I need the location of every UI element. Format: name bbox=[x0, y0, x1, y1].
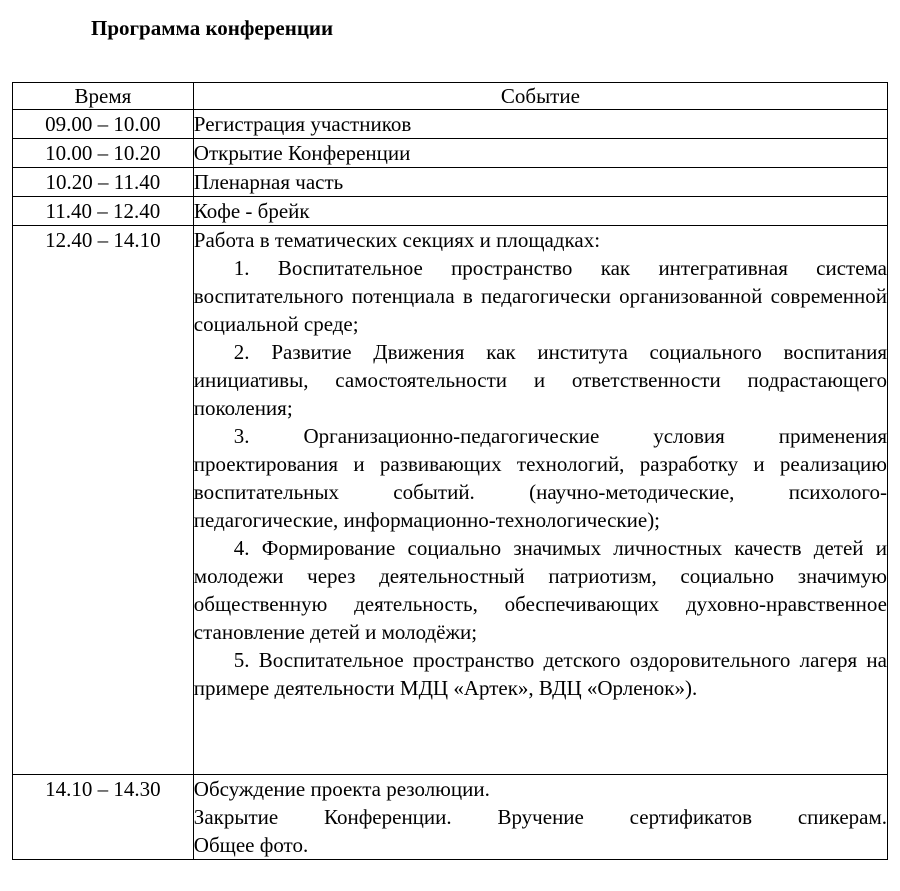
closing-row bbox=[13, 775, 888, 860]
section-number: 4. bbox=[233, 536, 250, 560]
closing-line: Закрытие Конференции. Вручение сертификатов спикерам. bbox=[193, 805, 887, 829]
table-row bbox=[13, 168, 888, 197]
event-cell: Кофе - брейк bbox=[193, 197, 887, 226]
event-cell: Пленарная часть bbox=[193, 168, 887, 197]
closing-line: Общее фото. bbox=[193, 833, 309, 857]
section-text: Формирование социально значимых личностных качеств детей и молодежи через деятельностный патриотизм, социально значимую общественную деятельность, обеспечивающих духовно-нравственное становление детей и молодёжи; bbox=[193, 536, 887, 644]
time-column-header: Время bbox=[13, 83, 194, 110]
closing-cell bbox=[193, 775, 887, 860]
sections-intro: Работа в тематических секциях и площадках: bbox=[193, 228, 601, 252]
time-cell: 10.20 – 11.40 bbox=[13, 168, 194, 197]
section-number: 5. bbox=[233, 648, 250, 672]
program-table bbox=[12, 82, 888, 860]
event-cell: Открытие Конференции bbox=[193, 139, 887, 168]
section-item bbox=[194, 422, 887, 534]
section-text: Организационно-педагогические условия применения проектирования и развивающих технологий, разработку и реализацию воспитательных событий. (научно-методические, психолого- педагогические, информационно-технологические); bbox=[193, 424, 887, 532]
table-row bbox=[13, 139, 888, 168]
time-cell: 14.10 – 14.30 bbox=[13, 775, 194, 860]
section-text: Развитие Движения как института социального воспитания инициативы, самостоятельности и ответственности подрастающего поколения; bbox=[193, 340, 887, 420]
section-item bbox=[194, 646, 887, 702]
section-number: 1. bbox=[233, 256, 250, 280]
section-text: Воспитательное пространство детского оздоровительного лагеря на примере деятельности МДЦ «Артек», ВДЦ «Орленок»). bbox=[193, 648, 887, 700]
time-cell: 09.00 – 10.00 bbox=[13, 110, 194, 139]
time-cell: 12.40 – 14.10 bbox=[13, 226, 194, 775]
table-row bbox=[13, 110, 888, 139]
time-cell: 11.40 – 12.40 bbox=[13, 197, 194, 226]
time-cell: 10.00 – 10.20 bbox=[13, 139, 194, 168]
sections-row bbox=[13, 226, 888, 775]
closing-line: Обсуждение проекта резолюции. bbox=[193, 777, 490, 801]
event-column-header: Событие bbox=[193, 83, 887, 110]
section-number: 3. bbox=[233, 424, 250, 448]
sections-cell bbox=[193, 226, 887, 775]
event-cell: Регистрация участников bbox=[193, 110, 887, 139]
section-item bbox=[194, 338, 887, 422]
table-row bbox=[13, 197, 888, 226]
page-title: Программа конференции bbox=[91, 16, 334, 40]
table-header-row bbox=[13, 83, 888, 110]
section-item bbox=[194, 534, 887, 646]
section-item bbox=[194, 254, 887, 338]
section-text: Воспитательное пространство как интегративная система воспитательного потенциала в педагогически организованной современной социальной среде; bbox=[193, 256, 888, 336]
section-number: 2. bbox=[233, 340, 250, 364]
